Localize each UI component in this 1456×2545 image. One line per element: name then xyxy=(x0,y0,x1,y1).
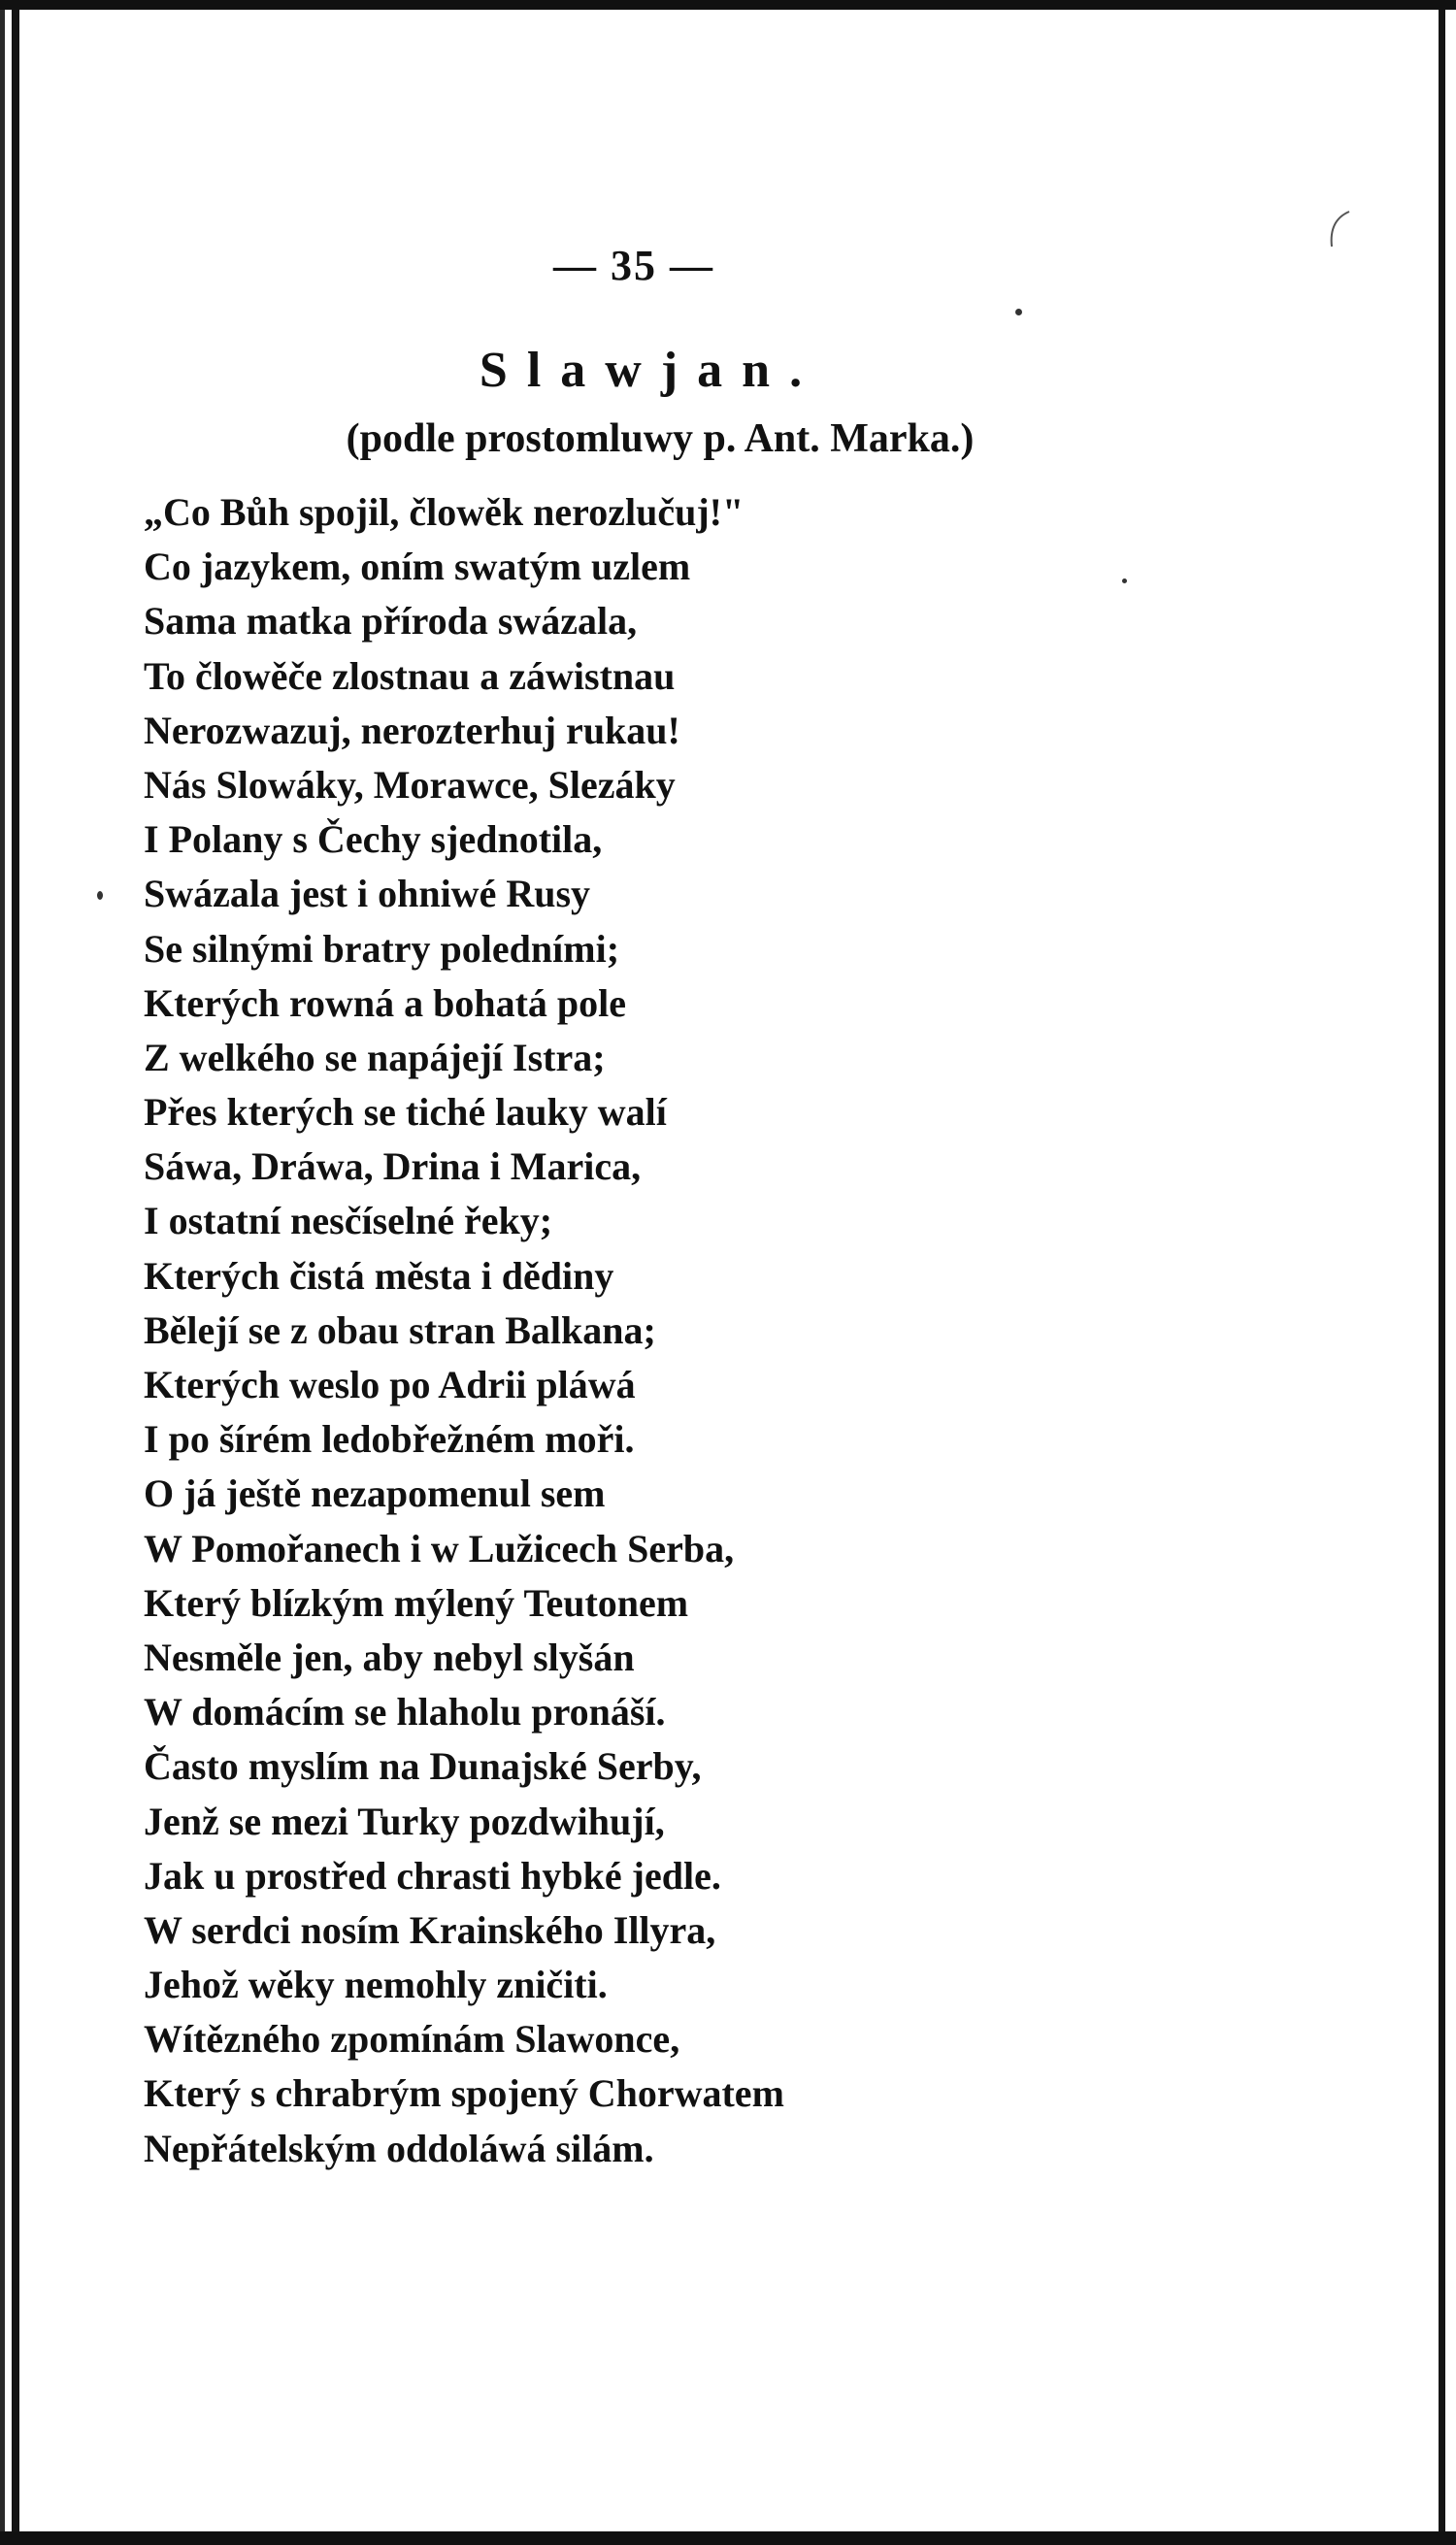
verse-line: Jehož wěky nemohly zničiti. xyxy=(144,1963,608,2007)
verse-line: Z welkého se napájejí Istra; xyxy=(144,1035,606,1079)
scan-margin-right xyxy=(1448,10,1456,2531)
verse-line: W serdci nosím Krainského Illyra, xyxy=(144,1907,716,1952)
verse-line: Wítězného zpomínám Slawonce, xyxy=(144,2017,680,2062)
verse-line: O já ještě nezapomenul sem xyxy=(144,1471,606,1516)
verse-line: Swázala jest i ohniwé Rusy xyxy=(144,872,591,916)
poem-verse xyxy=(144,485,1308,2176)
verse-line: Kterých weslo po Adrii pláwá xyxy=(144,1363,636,1406)
verse-line: Co jazykem, oním swatým uzlem xyxy=(144,545,691,589)
verse-line: Který blízkým mýlený Teutonem xyxy=(144,1580,689,1625)
verse-line: To člowěče zlostnau a záwistnau xyxy=(144,653,676,698)
verse-line: W domácím se hlaholu pronáší. xyxy=(144,1690,666,1735)
verse-line: I ostatní nesčíselné řeky; xyxy=(144,1199,553,1243)
page-number: — 35 — xyxy=(553,242,714,289)
verse-line: Nesměle jen, aby nebyl slyšán xyxy=(144,1635,635,1679)
verse-line: Nerozwazuj, nerozterhuj rukau! xyxy=(144,708,680,752)
verse-line: Bělejí se z obau stran Balkana; xyxy=(144,1307,656,1352)
poem-subtitle: (podle prostomluwy p. Ant. Marka.) xyxy=(346,416,975,461)
ink-speck xyxy=(1015,309,1022,315)
pencil-mark-icon xyxy=(1324,210,1353,248)
verse-line: I Polany s Čechy sjednotila, xyxy=(144,817,603,862)
scan-border-bottom xyxy=(0,2531,1456,2545)
verse-line: Se silnými bratry poledními; xyxy=(144,926,620,971)
verse-line: W Pomořanech i w Lužicech Serba, xyxy=(144,1526,735,1570)
scan-border-top xyxy=(0,0,1456,10)
scan-border-right xyxy=(1439,10,1445,2531)
verse-line: Jak u prostřed chrasti hybké jedle. xyxy=(144,1853,721,1898)
scan-border-left-outer xyxy=(0,10,5,2531)
ink-speck xyxy=(97,891,103,900)
verse-line: Často myslím na Dunajské Serby, xyxy=(144,1744,702,1789)
poem-title: Slawjan. xyxy=(479,343,822,398)
verse-line: Kterých rowná a bohatá pole xyxy=(144,980,627,1025)
verse-line: Sáwa, Dráwa, Drina i Marica, xyxy=(144,1144,642,1189)
verse-line: Nás Slowáky, Morawce, Slezáky xyxy=(144,762,676,807)
verse-line: I po šírém ledobřežném moři. xyxy=(144,1417,635,1462)
scan-border-left xyxy=(12,10,19,2531)
verse-line: „Co Bůh spojil, člowěk nerozlučuj!" xyxy=(144,490,745,534)
verse-line: Který s chrabrým spojený Chorwatem xyxy=(144,2071,784,2116)
verse-line: Jenž se mezi Turky pozdwihují, xyxy=(144,1799,665,1843)
verse-line: Přes kterých se tiché lauky walí xyxy=(144,1090,667,1135)
verse-line: Kterých čistá města i dědiny xyxy=(144,1253,614,1298)
verse-line: Nepřátelským oddoláwá silám. xyxy=(144,2126,654,2170)
verse-line: Sama matka příroda swázala, xyxy=(144,599,638,644)
